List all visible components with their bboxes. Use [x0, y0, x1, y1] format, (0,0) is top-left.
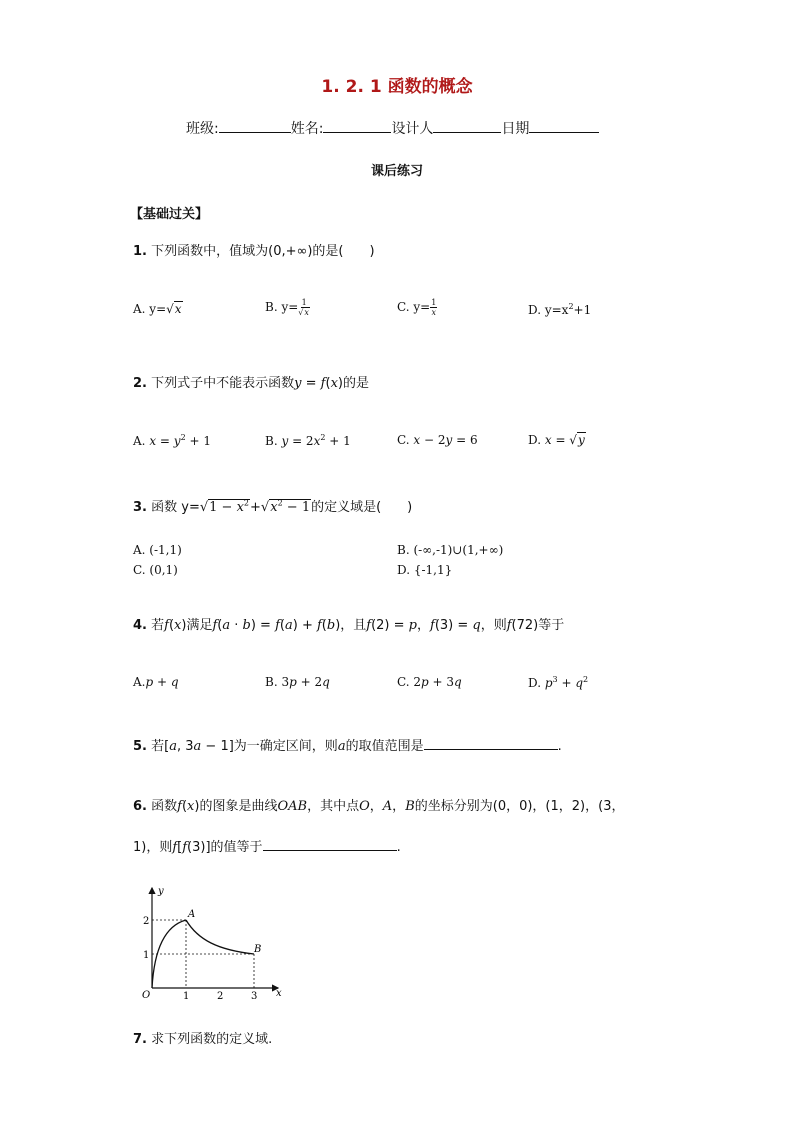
- section-subtitle: 课后练习: [370, 164, 423, 179]
- q4-option-b: B. 3p + 2q: [265, 675, 330, 689]
- q1-option-a: A. y=√x: [133, 302, 182, 316]
- question-2: 2. 下列式子中不能表示函数y = f(x)的是: [133, 376, 369, 391]
- designer-label: 设计人: [391, 121, 434, 137]
- point-b-label: B: [254, 944, 262, 955]
- q3-option-b: B. (-∞,-1)∪(1,+∞): [397, 543, 504, 557]
- q4-option-c: C. 2p + 3q: [397, 675, 462, 689]
- function-graph: [128, 882, 288, 1000]
- class-blank: [219, 118, 291, 133]
- designer-blank: [433, 118, 501, 133]
- q4-option-a: A.p + q: [133, 675, 179, 689]
- q4-option-d: D. $p^3 + q^2$: [528, 675, 589, 690]
- q2-option-a: A. $x = y^2 + 1$: [133, 433, 211, 448]
- x-tick-3: 3: [251, 991, 258, 1000]
- q5-answer-blank: [424, 737, 558, 750]
- q1-option-c: C. y= $\frac{1}{x}$: [397, 298, 437, 317]
- student-info-line: [186, 118, 599, 138]
- q2-option-d: D. x = √y: [528, 433, 585, 447]
- section-heading: 【基础过关】: [130, 207, 209, 222]
- question-5: 5. 若[a, 3a − 1]为一确定区间，则a的取值范围是 .: [133, 739, 562, 754]
- y-tick-2: 2: [143, 916, 150, 927]
- point-a-label: A: [188, 909, 196, 920]
- date-blank: [529, 118, 599, 133]
- q3-option-a: A. (-1,1): [133, 543, 182, 557]
- x-tick-1: 1: [183, 991, 190, 1000]
- question-1: 1. 下列函数中，值域为(0,+∞)的是( ): [133, 244, 375, 259]
- y-axis-label: y: [158, 886, 164, 897]
- q2-option-b: B. $y = 2x^2 + 1$: [265, 433, 351, 448]
- question-4: 4. 若f(x)满足f(a · b) = f(a) + f(b)，且f(2) = p，f(3) = q，则f(72)等于: [133, 618, 565, 633]
- q3-option-d: D. {-1,1}: [397, 563, 453, 577]
- curve-ab: [186, 920, 254, 954]
- name-blank: [323, 118, 391, 133]
- date-label: 日期: [501, 121, 530, 137]
- q1-option-d: D. $y=x^2+1$: [528, 302, 592, 317]
- question-6-line-2: 1)，则f[f(3)]的值等于 .: [133, 840, 401, 855]
- y-tick-1: 1: [143, 950, 150, 961]
- class-label: 班级:: [186, 121, 219, 137]
- q1-option-b: B. y= $\frac{1}{√x}$: [265, 298, 309, 317]
- q6-answer-blank: [263, 838, 397, 851]
- x-tick-2: 2: [217, 991, 224, 1000]
- x-axis-label: x: [276, 988, 282, 999]
- question-3: 3. 函数 $y=√1 - x^2+√x^2 - 1$的定义域是( ): [133, 498, 413, 515]
- q3-option-c: C. (0,1): [133, 563, 178, 577]
- question-6: 6. 函数f(x)的图象是曲线OAB，其中点O，A，B的坐标分别为(0，0)，(1，2)，(3，: [133, 799, 625, 814]
- question-7: 7. 求下列函数的定义域.: [133, 1032, 273, 1047]
- name-label: 姓名:: [290, 121, 324, 137]
- origin-label: O: [142, 990, 151, 1000]
- page-title: 1. 2. 1 函数的概念: [321, 77, 473, 97]
- q2-option-c: C. x − 2y = 6: [397, 433, 478, 447]
